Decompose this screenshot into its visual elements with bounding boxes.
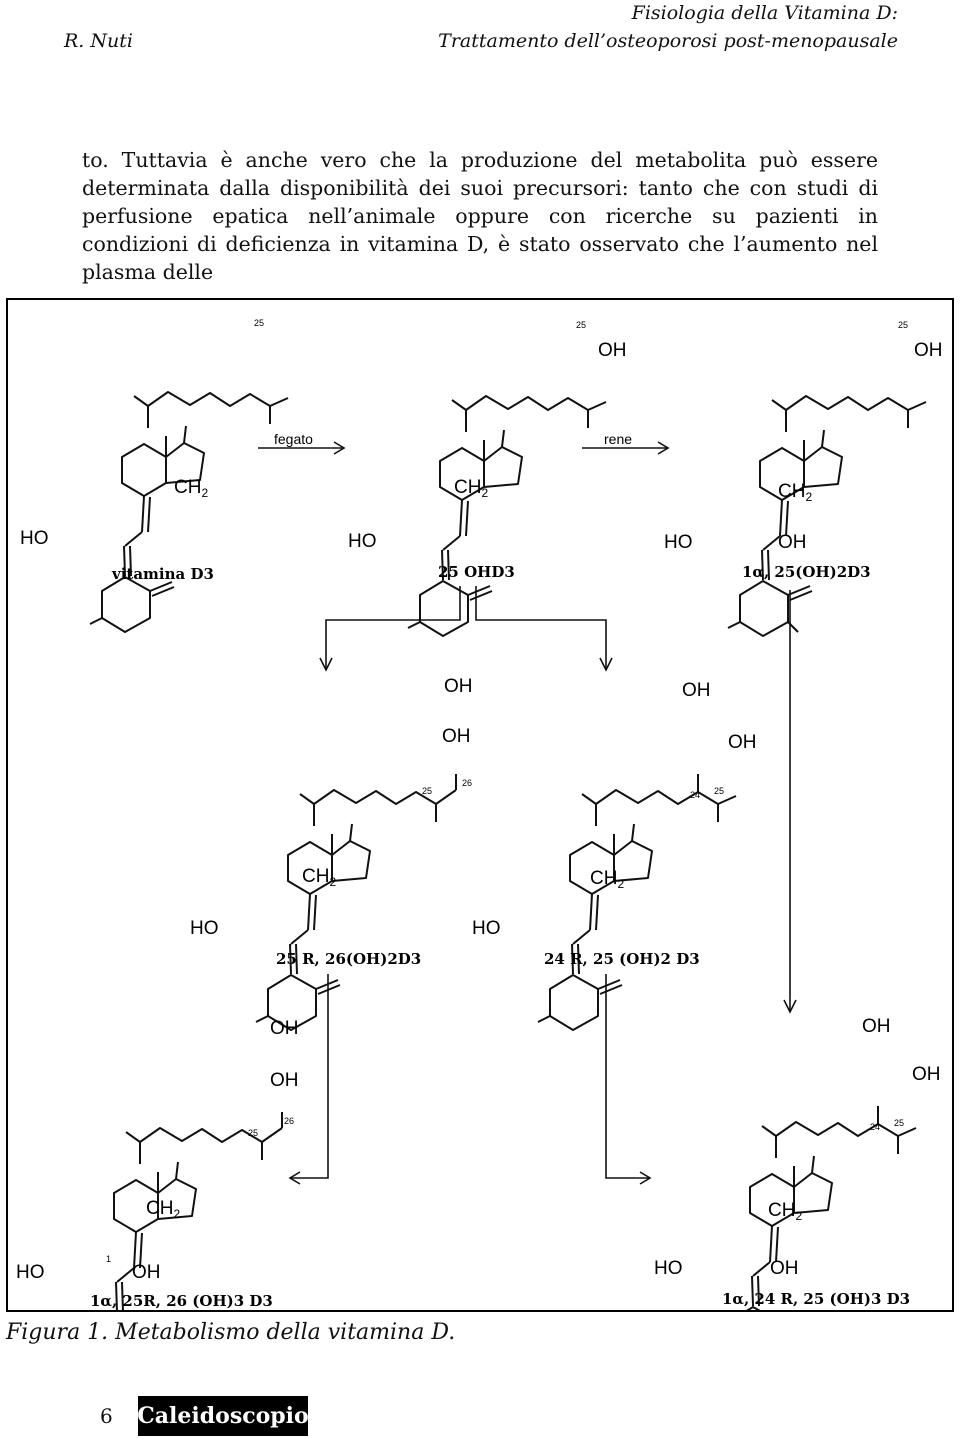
body-paragraph: to. Tuttavia è anche vero che la produzione del metabolita può essere determinata dalla disponibilità dei suoi precursori: tanto che con studi di perfusione epatica nell’animale oppure con ricerche su pazienti in condizioni di deficienza in vitamina D, è stato osservato che l’aumento nel plasma delle: [82, 148, 878, 284]
header-title-line2: Trattamento dell’osteoporosi post-menopausale: [438, 30, 898, 52]
label-1a25oh2d3: 1α, 25(OH)2D3: [742, 563, 871, 581]
c25-label: 25: [714, 786, 725, 796]
label-25ohd3: 25 OHD3: [438, 563, 515, 581]
label-1a25r26oh3d3: 1α, 25R, 26 (OH)3 D3: [90, 1292, 273, 1310]
header-title-line1: Fisiologia della Vitamina D:: [631, 2, 898, 24]
c25-label: 25: [248, 1128, 259, 1138]
oh-label: OH: [728, 732, 757, 753]
figure-caption: Figura 1. Metabolismo della vitamina D.: [6, 1320, 456, 1345]
c24-label: 24: [690, 790, 701, 800]
metabolism-diagram: [8, 300, 952, 1310]
ch2-label: $CH_2$: [146, 1198, 181, 1221]
c26-label: 26: [284, 1116, 295, 1126]
label-25r26oh2d3: 25 R, 26(OH)2D3: [276, 950, 422, 968]
arrow-label-fegato: fegato: [274, 431, 313, 447]
label-vitamin-d3: vitamina D3: [112, 565, 214, 583]
oh-label: OH: [778, 532, 807, 553]
c24-label: 24: [870, 1122, 881, 1132]
molecule-25ohd3: [348, 320, 627, 636]
oh-label: OH: [442, 726, 471, 747]
label-1a24r25oh3d3: 1α, 24 R, 25 (OH)3 D3: [722, 1290, 911, 1308]
molecule-1a25r26oh3d3: [16, 1018, 299, 1310]
ch2-label: $CH_2$: [174, 477, 209, 500]
arrow-label-rene: rene: [604, 431, 633, 447]
c25-label: 25: [254, 318, 265, 328]
arrow-down-mid: [606, 974, 650, 1178]
arrow-branch-left: [326, 586, 460, 670]
ho-label: HO: [348, 531, 377, 552]
c26-label: 26: [462, 778, 473, 788]
c25-label: 25: [898, 320, 909, 330]
ho-label: HO: [472, 918, 501, 939]
molecule-1a25oh2d3: [664, 320, 943, 636]
ho-label: HO: [664, 532, 693, 553]
page-number: 6: [100, 1404, 113, 1428]
c25-label: 25: [576, 320, 587, 330]
ch2-label: $CH_2$: [302, 866, 337, 889]
brand-badge: Caleidoscopio: [138, 1396, 308, 1436]
header-author: R. Nuti: [64, 30, 133, 52]
metabolism-figure: [6, 298, 954, 1312]
oh-label: OH: [270, 1070, 299, 1091]
ho-label: HO: [20, 528, 49, 549]
oh-label: OH: [914, 340, 943, 361]
label-24r25oh2d3: 24 R, 25 (OH)2 D3: [544, 950, 700, 968]
ho-label: HO: [16, 1262, 45, 1283]
oh-label: OH: [270, 1018, 299, 1039]
c25-label: 25: [422, 786, 433, 796]
arrow-branch-right: [476, 586, 606, 670]
c1-label: 1: [106, 1254, 112, 1264]
ch2-label: $CH_2$: [590, 868, 625, 891]
molecule-25r26oh2d3: [190, 676, 473, 1030]
ch2-label: $CH_2$: [454, 477, 489, 500]
ho-label: HO: [654, 1258, 683, 1279]
c25-label: 25: [894, 1118, 905, 1128]
ch2-label: $CH_2$: [778, 481, 813, 504]
oh-label: OH: [682, 680, 711, 701]
oh-label: OH: [132, 1262, 161, 1283]
oh-label: OH: [598, 340, 627, 361]
ch2-label: $CH_2$: [768, 1200, 803, 1223]
oh-label: OH: [444, 676, 473, 697]
molecule-24r25oh2d3: [472, 680, 757, 1030]
oh-label: OH: [912, 1064, 941, 1085]
molecule-vitamin-d3: [20, 318, 288, 632]
oh-label: OH: [862, 1016, 891, 1037]
oh-label: OH: [770, 1258, 799, 1279]
ho-label: HO: [190, 918, 219, 939]
molecule-1a24r25oh3d3: [654, 1016, 941, 1310]
